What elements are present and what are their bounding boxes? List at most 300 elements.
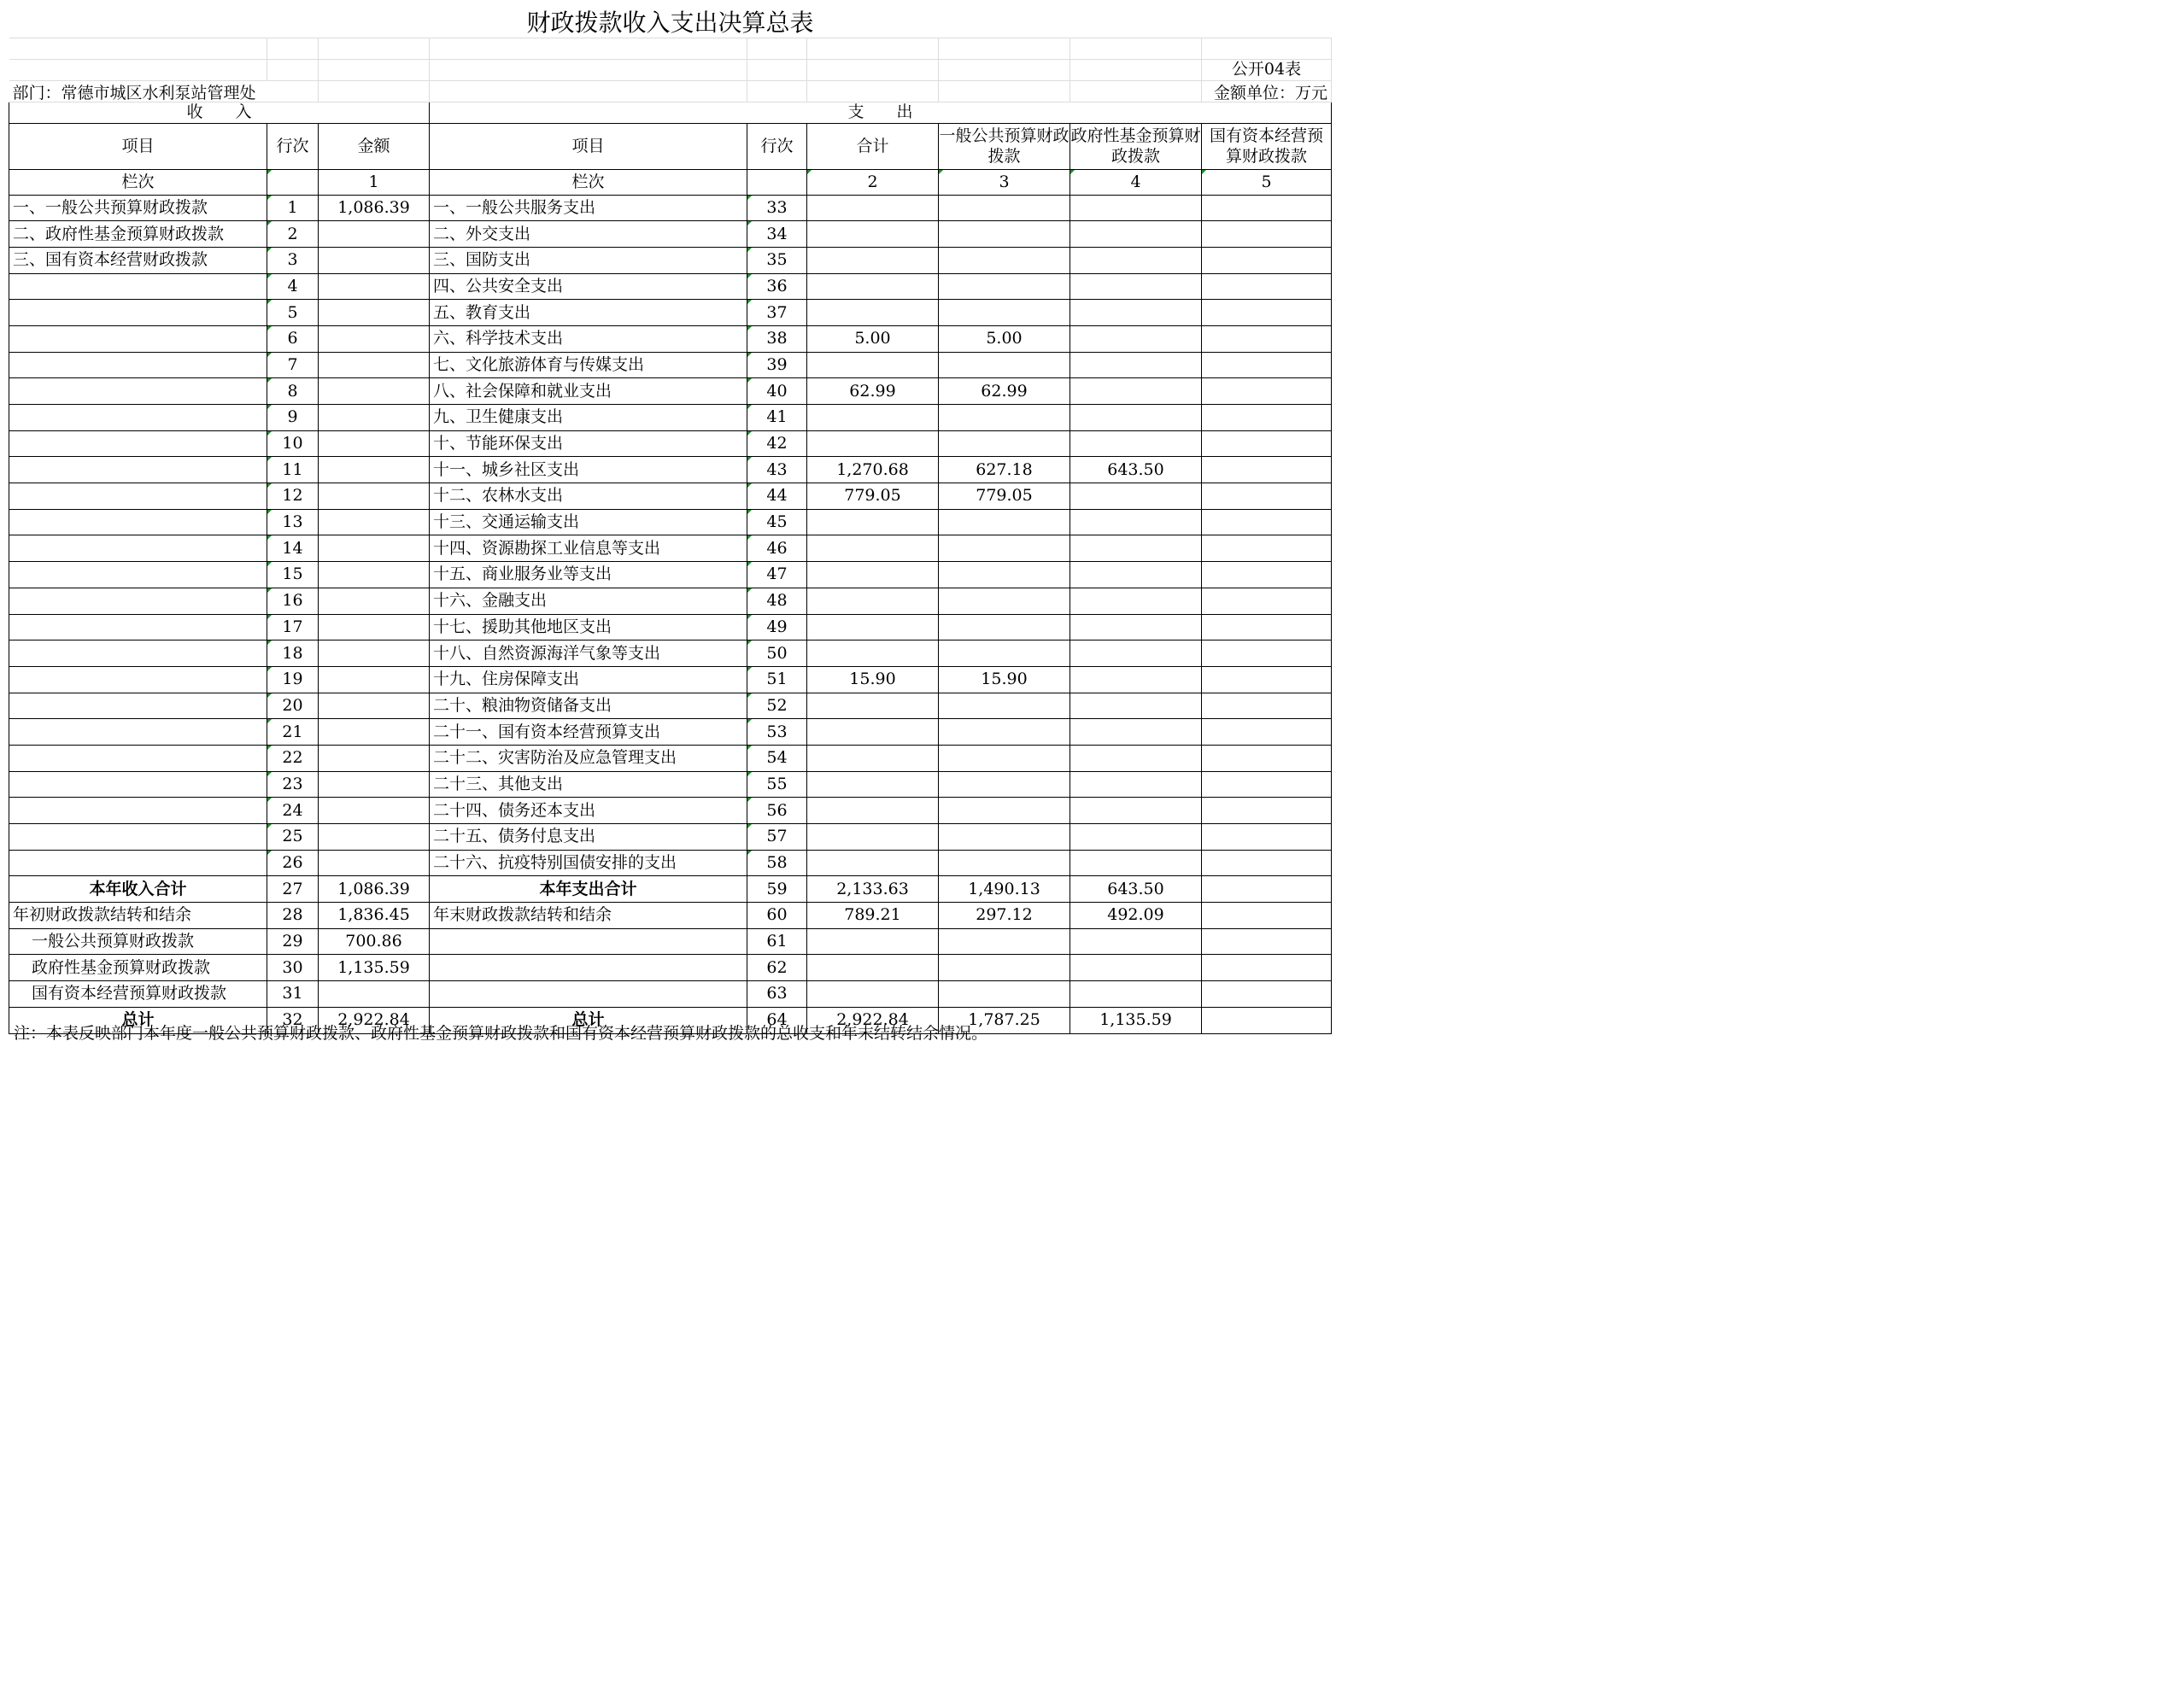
expense-item-cell: 二、外交支出 — [430, 221, 747, 248]
general-budget-cell — [939, 745, 1070, 771]
expense-row-number: 64 — [747, 1007, 807, 1033]
expense-total-cell — [807, 798, 939, 824]
government-fund-cell — [1070, 850, 1202, 876]
general-budget-cell: 1,787.25 — [939, 1007, 1070, 1033]
expense-item-cell: 五、教育支出 — [430, 300, 747, 326]
expense-row-number: 57 — [747, 824, 807, 851]
table-row — [9, 798, 1332, 824]
income-row-number: 26 — [267, 850, 319, 876]
column-index-cell: 1 — [319, 169, 430, 195]
expense-item-cell: 十、节能环保支出 — [430, 430, 747, 457]
income-amount-cell — [319, 693, 430, 719]
income-amount-cell — [319, 824, 430, 851]
income-row-number: 21 — [267, 719, 319, 746]
expense-total-cell — [807, 745, 939, 771]
income-item-cell — [9, 588, 267, 614]
state-capital-cell — [1202, 457, 1332, 483]
expense-row-number: 38 — [747, 325, 807, 352]
government-fund-cell — [1070, 300, 1202, 326]
general-budget-cell — [939, 273, 1070, 300]
expense-total-cell: 5.00 — [807, 325, 939, 352]
state-capital-cell — [1202, 955, 1332, 981]
expense-item-cell: 十六、金融支出 — [430, 588, 747, 614]
general-budget-cell — [939, 850, 1070, 876]
general-budget-cell — [939, 221, 1070, 248]
state-capital-cell — [1202, 745, 1332, 771]
expense-total-cell: 2,133.63 — [807, 876, 939, 903]
expense-row-number: 60 — [747, 903, 807, 929]
government-fund-cell: 1,135.59 — [1070, 1007, 1202, 1033]
expense-item-cell: 本年支出合计 — [430, 876, 747, 903]
government-fund-cell — [1070, 378, 1202, 405]
expense-row-number: 33 — [747, 195, 807, 221]
table-row — [9, 693, 1332, 719]
income-item-cell — [9, 273, 267, 300]
state-capital-cell — [1202, 666, 1332, 693]
table-row — [9, 273, 1332, 300]
expense-total-cell — [807, 693, 939, 719]
state-capital-cell — [1202, 903, 1332, 929]
state-capital-cell — [1202, 405, 1332, 431]
column-index-cell — [747, 169, 807, 195]
income-amount-cell — [319, 640, 430, 667]
government-fund-cell: 643.50 — [1070, 876, 1202, 903]
expense-row-number: 39 — [747, 352, 807, 378]
income-amount-column-header: 金额 — [319, 123, 430, 169]
income-item-cell — [9, 824, 267, 851]
income-row-number: 29 — [267, 928, 319, 955]
general-budget-cell — [939, 955, 1070, 981]
table-row — [9, 378, 1332, 405]
table-row — [9, 640, 1332, 667]
income-item-cell — [9, 771, 267, 798]
general-budget-cell — [939, 195, 1070, 221]
state-capital-cell — [1202, 483, 1332, 510]
general-budget-cell — [939, 771, 1070, 798]
income-item-cell: 国有资本经营预算财政拨款 — [9, 981, 267, 1008]
income-item-cell — [9, 719, 267, 746]
state-capital-cell — [1202, 614, 1332, 640]
income-row-number: 31 — [267, 981, 319, 1008]
state-capital-cell — [1202, 981, 1332, 1008]
income-row-number: 14 — [267, 535, 319, 562]
column-index-cell: 5 — [1202, 169, 1332, 195]
page-title: 财政拨款收入支出决算总表 — [9, 9, 1332, 38]
income-item-cell — [9, 405, 267, 431]
expense-row-number: 54 — [747, 745, 807, 771]
expense-row-number: 37 — [747, 300, 807, 326]
table-row — [9, 535, 1332, 562]
expense-row-number: 41 — [747, 405, 807, 431]
expense-item-cell: 十三、交通运输支出 — [430, 509, 747, 535]
expense-row-number: 53 — [747, 719, 807, 746]
state-capital-cell — [1202, 928, 1332, 955]
general-budget-cell — [939, 640, 1070, 667]
general-budget-cell — [939, 614, 1070, 640]
income-row-number: 3 — [267, 247, 319, 273]
income-amount-cell — [319, 509, 430, 535]
income-item-cell: 一、一般公共预算财政拨款 — [9, 195, 267, 221]
expense-total-cell — [807, 562, 939, 588]
income-amount-cell — [319, 850, 430, 876]
general-budget-cell: 297.12 — [939, 903, 1070, 929]
expense-item-cell — [430, 955, 747, 981]
expense-item-cell: 总计 — [430, 1007, 747, 1033]
income-row-number: 25 — [267, 824, 319, 851]
income-amount-cell — [319, 300, 430, 326]
income-row-number: 8 — [267, 378, 319, 405]
general-budget-cell — [939, 352, 1070, 378]
expense-item-cell: 二十五、债务付息支出 — [430, 824, 747, 851]
expense-item-cell: 九、卫生健康支出 — [430, 405, 747, 431]
expense-total-cell — [807, 430, 939, 457]
income-item-cell — [9, 693, 267, 719]
government-fund-column-header: 政府性基金预算财政拨款 — [1070, 123, 1202, 169]
income-item-column-header: 项目 — [9, 123, 267, 169]
state-capital-cell — [1202, 771, 1332, 798]
expense-total-cell — [807, 535, 939, 562]
income-amount-cell — [319, 588, 430, 614]
government-fund-cell — [1070, 928, 1202, 955]
income-item-cell — [9, 457, 267, 483]
income-amount-cell: 1,135.59 — [319, 955, 430, 981]
income-row-number: 5 — [267, 300, 319, 326]
expense-row-no-column-header: 行次 — [747, 123, 807, 169]
expense-total-cell — [807, 273, 939, 300]
expense-total-cell — [807, 614, 939, 640]
income-item-cell: 总计 — [9, 1007, 267, 1033]
income-amount-cell — [319, 352, 430, 378]
expense-item-cell: 十七、援助其他地区支出 — [430, 614, 747, 640]
expense-total-cell — [807, 247, 939, 273]
general-budget-cell: 15.90 — [939, 666, 1070, 693]
income-row-no-column-header: 行次 — [267, 123, 319, 169]
table-row — [9, 824, 1332, 851]
income-item-cell — [9, 378, 267, 405]
table-row — [9, 745, 1332, 771]
general-budget-cell — [939, 693, 1070, 719]
expense-item-cell: 年末财政拨款结转和结余 — [430, 903, 747, 929]
income-row-number: 15 — [267, 562, 319, 588]
expense-row-number: 52 — [747, 693, 807, 719]
income-amount-cell — [319, 273, 430, 300]
income-amount-cell — [319, 719, 430, 746]
income-amount-cell: 700.86 — [319, 928, 430, 955]
income-row-number: 2 — [267, 221, 319, 248]
general-budget-cell: 62.99 — [939, 378, 1070, 405]
income-amount-cell — [319, 981, 430, 1008]
government-fund-cell — [1070, 221, 1202, 248]
income-amount-cell — [319, 562, 430, 588]
income-amount-cell — [319, 405, 430, 431]
government-fund-cell — [1070, 955, 1202, 981]
state-capital-cell — [1202, 588, 1332, 614]
column-index-cell — [267, 169, 319, 195]
table-row — [9, 876, 1332, 903]
income-amount-cell — [319, 247, 430, 273]
income-item-cell — [9, 614, 267, 640]
expense-total-cell — [807, 928, 939, 955]
state-capital-cell — [1202, 221, 1332, 248]
general-budget-cell — [939, 588, 1070, 614]
government-fund-cell — [1070, 483, 1202, 510]
income-amount-cell — [319, 457, 430, 483]
table-row — [9, 981, 1332, 1008]
income-row-number: 4 — [267, 273, 319, 300]
state-capital-cell — [1202, 798, 1332, 824]
income-row-number: 13 — [267, 509, 319, 535]
income-row-number: 1 — [267, 195, 319, 221]
state-capital-cell — [1202, 850, 1332, 876]
expense-section-header: 支 出 — [430, 102, 1332, 123]
income-amount-cell — [319, 535, 430, 562]
expense-row-number: 44 — [747, 483, 807, 510]
table-row — [9, 352, 1332, 378]
expense-total-cell — [807, 300, 939, 326]
expense-item-cell: 三、国防支出 — [430, 247, 747, 273]
state-capital-cell — [1202, 247, 1332, 273]
expense-item-cell: 六、科学技术支出 — [430, 325, 747, 352]
expense-item-cell — [430, 928, 747, 955]
table-row — [9, 430, 1332, 457]
expense-item-cell: 二十二、灾害防治及应急管理支出 — [430, 745, 747, 771]
income-item-cell — [9, 325, 267, 352]
income-row-number: 12 — [267, 483, 319, 510]
government-fund-cell — [1070, 588, 1202, 614]
income-item-cell: 本年收入合计 — [9, 876, 267, 903]
income-item-cell — [9, 352, 267, 378]
table-row — [9, 614, 1332, 640]
government-fund-cell — [1070, 745, 1202, 771]
income-amount-cell — [319, 325, 430, 352]
expense-item-cell: 二十六、抗疫特别国债安排的支出 — [430, 850, 747, 876]
table-row — [9, 955, 1332, 981]
income-amount-cell — [319, 378, 430, 405]
expense-row-number: 58 — [747, 850, 807, 876]
income-item-cell — [9, 640, 267, 667]
expense-total-cell — [807, 221, 939, 248]
income-row-number: 27 — [267, 876, 319, 903]
state-capital-cell — [1202, 535, 1332, 562]
income-item-cell — [9, 430, 267, 457]
income-row-number: 6 — [267, 325, 319, 352]
table-row — [9, 562, 1332, 588]
state-capital-cell — [1202, 378, 1332, 405]
income-section-header: 收 入 — [9, 102, 430, 123]
government-fund-cell — [1070, 666, 1202, 693]
table-row — [9, 850, 1332, 876]
state-capital-cell — [1202, 562, 1332, 588]
column-index-cell: 4 — [1070, 169, 1202, 195]
income-item-cell: 三、国有资本经营财政拨款 — [9, 247, 267, 273]
expense-item-cell: 四、公共安全支出 — [430, 273, 747, 300]
expense-total-cell — [807, 640, 939, 667]
expense-total-cell: 62.99 — [807, 378, 939, 405]
general-budget-cell — [939, 824, 1070, 851]
government-fund-cell — [1070, 693, 1202, 719]
expense-item-cell: 七、文化旅游体育与传媒支出 — [430, 352, 747, 378]
expense-item-cell: 十四、资源勘探工业信息等支出 — [430, 535, 747, 562]
income-row-number: 20 — [267, 693, 319, 719]
expense-row-number: 47 — [747, 562, 807, 588]
expense-total-cell — [807, 850, 939, 876]
expense-row-number: 61 — [747, 928, 807, 955]
general-budget-cell — [939, 509, 1070, 535]
expense-row-number: 35 — [747, 247, 807, 273]
expense-item-cell: 十二、农林水支出 — [430, 483, 747, 510]
expense-row-number: 48 — [747, 588, 807, 614]
department-label: 部门：常德市城区水利泵站管理处 — [9, 80, 319, 102]
table-row — [9, 457, 1332, 483]
expense-item-column-header: 项目 — [430, 123, 747, 169]
government-fund-cell: 492.09 — [1070, 903, 1202, 929]
state-capital-cell — [1202, 876, 1332, 903]
expense-total-cell — [807, 195, 939, 221]
income-amount-cell — [319, 666, 430, 693]
income-amount-cell: 1,086.39 — [319, 876, 430, 903]
income-amount-cell — [319, 771, 430, 798]
amount-unit-label: 金额单位：万元 — [1202, 80, 1332, 102]
general-budget-cell — [939, 928, 1070, 955]
expense-row-number: 42 — [747, 430, 807, 457]
expense-item-cell: 十九、住房保障支出 — [430, 666, 747, 693]
expense-item-cell: 二十、粮油物资储备支出 — [430, 693, 747, 719]
expense-total-cell — [807, 509, 939, 535]
income-row-number: 19 — [267, 666, 319, 693]
income-amount-cell — [319, 745, 430, 771]
state-capital-cell — [1202, 824, 1332, 851]
government-fund-cell — [1070, 273, 1202, 300]
expense-total-cell: 1,270.68 — [807, 457, 939, 483]
income-amount-cell — [319, 614, 430, 640]
table-row — [9, 509, 1332, 535]
government-fund-cell — [1070, 430, 1202, 457]
income-row-number: 23 — [267, 771, 319, 798]
expense-total-cell: 15.90 — [807, 666, 939, 693]
expense-item-cell: 十八、自然资源海洋气象等支出 — [430, 640, 747, 667]
expense-total-cell — [807, 719, 939, 746]
state-capital-cell — [1202, 1007, 1332, 1033]
income-item-cell — [9, 535, 267, 562]
state-capital-cell — [1202, 195, 1332, 221]
expense-total-cell: 2,922.84 — [807, 1007, 939, 1033]
table-row — [9, 903, 1332, 929]
table-row — [9, 928, 1332, 955]
income-amount-cell — [319, 798, 430, 824]
table-row — [9, 300, 1332, 326]
expense-total-cell: 789.21 — [807, 903, 939, 929]
table-row — [9, 771, 1332, 798]
income-amount-cell: 1,836.45 — [319, 903, 430, 929]
government-fund-cell — [1070, 405, 1202, 431]
table-row — [9, 325, 1332, 352]
income-row-number: 10 — [267, 430, 319, 457]
income-item-cell — [9, 300, 267, 326]
expense-total-cell — [807, 771, 939, 798]
income-row-number: 30 — [267, 955, 319, 981]
income-row-number: 32 — [267, 1007, 319, 1033]
table-row — [9, 405, 1332, 431]
expense-total-column-header: 合计 — [807, 123, 939, 169]
income-item-cell — [9, 509, 267, 535]
footnote: 注：本表反映部门本年度一般公共预算财政拨款、政府性基金预算财政拨款和国有资本经营预算财政拨款的总收支和年末结转结余情况。 — [14, 1024, 988, 1043]
income-item-cell: 政府性基金预算财政拨款 — [9, 955, 267, 981]
government-fund-cell — [1070, 352, 1202, 378]
expense-total-cell: 779.05 — [807, 483, 939, 510]
form-number: 公开04表 — [1202, 59, 1332, 80]
table-row — [9, 195, 1332, 221]
expense-row-number: 62 — [747, 955, 807, 981]
general-budget-cell — [939, 405, 1070, 431]
state-capital-cell — [1202, 325, 1332, 352]
column-index-label: 栏次 — [430, 169, 747, 195]
expense-row-number: 43 — [747, 457, 807, 483]
income-amount-cell: 2,922.84 — [319, 1007, 430, 1033]
income-row-number: 22 — [267, 745, 319, 771]
state-capital-cell — [1202, 352, 1332, 378]
table-row — [9, 221, 1332, 248]
column-index-cell: 2 — [807, 169, 939, 195]
general-budget-cell — [939, 300, 1070, 326]
table-row — [9, 588, 1332, 614]
state-capital-cell — [1202, 300, 1332, 326]
general-budget-cell — [939, 535, 1070, 562]
income-row-number: 7 — [267, 352, 319, 378]
expense-row-number: 40 — [747, 378, 807, 405]
general-budget-column-header: 一般公共预算财政拨款 — [939, 123, 1070, 169]
expense-item-cell: 一、一般公共服务支出 — [430, 195, 747, 221]
government-fund-cell — [1070, 981, 1202, 1008]
expense-row-number: 55 — [747, 771, 807, 798]
table-row — [9, 666, 1332, 693]
expense-item-cell: 十一、城乡社区支出 — [430, 457, 747, 483]
general-budget-cell: 779.05 — [939, 483, 1070, 510]
state-capital-cell — [1202, 509, 1332, 535]
general-budget-cell: 1,490.13 — [939, 876, 1070, 903]
income-row-number: 11 — [267, 457, 319, 483]
column-index-cell: 3 — [939, 169, 1070, 195]
general-budget-cell — [939, 719, 1070, 746]
general-budget-cell — [939, 798, 1070, 824]
income-item-cell: 二、政府性基金预算财政拨款 — [9, 221, 267, 248]
expense-row-number: 49 — [747, 614, 807, 640]
income-row-number: 17 — [267, 614, 319, 640]
income-amount-cell — [319, 221, 430, 248]
table-row — [9, 483, 1332, 510]
state-capital-cell — [1202, 693, 1332, 719]
table-row — [9, 719, 1332, 746]
expense-total-cell — [807, 955, 939, 981]
state-capital-cell — [1202, 719, 1332, 746]
income-amount-cell — [319, 483, 430, 510]
government-fund-cell — [1070, 824, 1202, 851]
income-amount-cell: 1,086.39 — [319, 195, 430, 221]
expense-row-number: 36 — [747, 273, 807, 300]
expense-row-number: 45 — [747, 509, 807, 535]
income-item-cell — [9, 850, 267, 876]
expense-total-cell — [807, 588, 939, 614]
general-budget-cell — [939, 981, 1070, 1008]
government-fund-cell — [1070, 195, 1202, 221]
expense-row-number: 59 — [747, 876, 807, 903]
income-row-number: 28 — [267, 903, 319, 929]
general-budget-cell: 627.18 — [939, 457, 1070, 483]
income-amount-cell — [319, 430, 430, 457]
general-budget-cell — [939, 430, 1070, 457]
expense-row-number: 34 — [747, 221, 807, 248]
table-row — [9, 247, 1332, 273]
government-fund-cell — [1070, 771, 1202, 798]
